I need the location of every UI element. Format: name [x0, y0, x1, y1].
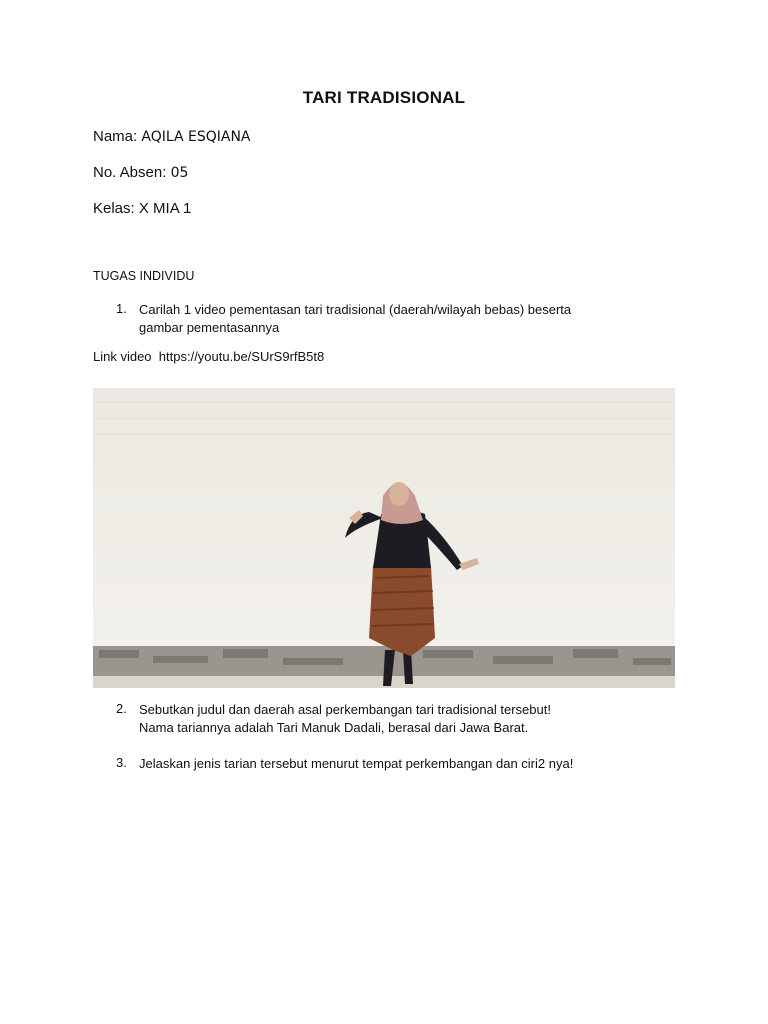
absen-field [93, 164, 188, 181]
nama-label: Nama: [93, 128, 138, 145]
question-3-line-1: Jelaskan jenis tarian tersebut menurut tempat perkembangan dan ciri2 nya! [139, 756, 574, 771]
dance-photo-illustration [93, 388, 675, 688]
nama-value: AQILA ESQIANA [141, 129, 251, 145]
question-1-line-1: Carilah 1 video pementasan tari tradisional (daerah/wilayah bebas) beserta [139, 302, 572, 317]
video-link-url[interactable]: https://youtu.be/SUrS9rfB5t8 [158, 349, 325, 364]
video-link-line [93, 349, 324, 364]
video-link-label: Link video [93, 349, 152, 364]
question-2-line-1: Sebutkan judul dan daerah asal perkembangan tari tradisional tersebut! [139, 702, 551, 717]
question-2-text [139, 701, 659, 737]
question-2-answer: Nama tariannya adalah Tari Manuk Dadali, berasal dari Jawa Barat. [139, 720, 529, 735]
kelas-field [93, 200, 191, 217]
absen-label: No. Absen: [93, 164, 167, 181]
section-heading: TUGAS INDIVIDU [93, 269, 195, 283]
kelas-label: Kelas: [93, 200, 135, 217]
absen-value: 05 [170, 165, 189, 181]
kelas-value: X MIA 1 [138, 200, 192, 217]
question-3-number: 3. [116, 755, 127, 770]
question-1-text [139, 301, 659, 337]
nama-field [93, 128, 251, 145]
question-2-number: 2. [116, 701, 127, 716]
question-1-number: 1. [116, 301, 127, 316]
dance-performance-photo [93, 388, 675, 688]
question-1-line-2: gambar pementasannya [139, 320, 280, 335]
question-3-text [139, 755, 659, 773]
page-title: TARI TRADISIONAL [302, 88, 466, 107]
